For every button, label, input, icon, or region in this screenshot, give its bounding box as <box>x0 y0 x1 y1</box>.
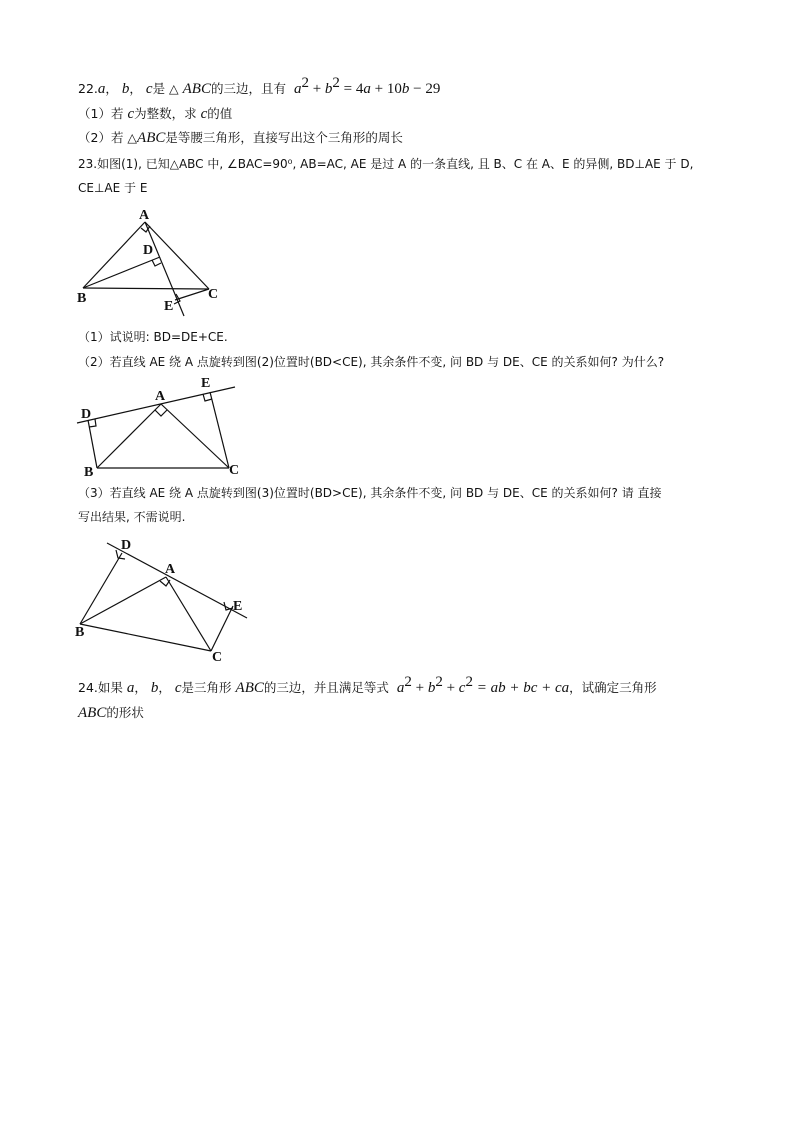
var-a: a <box>126 680 135 696</box>
eq-op: = 4 <box>339 81 364 97</box>
q23-part3-line1: （3）若直线 AE 绕 A 点旋转到图(3)位置时(BD>CE), 其余条件不变, 问 BD 与 DE、CE 的关系如何? 请 直接 <box>78 486 662 500</box>
segment-bc <box>80 624 211 651</box>
label-e: E <box>164 299 174 314</box>
stem-text: 是 △ <box>152 81 179 96</box>
q23-part2: （2）若直线 AE 绕 A 点旋转到图(2)位置时(BD<CE), 其余条件不变, 问 BD 与 DE、CE 的关系如何? 为什么? <box>78 355 665 369</box>
q24-equation <box>396 674 570 696</box>
label-a: A <box>165 562 176 577</box>
sep: ， <box>129 81 142 96</box>
label-d: D <box>143 243 154 258</box>
stem-text: ，试确定三角形 <box>569 680 657 695</box>
label-c: C <box>229 463 240 478</box>
segment-ce <box>211 606 233 651</box>
stem-text: 的三边，且有 <box>210 81 286 96</box>
eq-term: b <box>427 680 436 696</box>
label-b: B <box>75 625 85 640</box>
part-text: 是等腰三角形，直接写出这个三角形的周长 <box>165 130 403 145</box>
label-b: B <box>77 291 87 306</box>
q23-stem-line1: 23.如图(1), 已知△ABC 中, ∠BAC=90⁰, AB=AC, AE 是过 A 的一条直线, 且 B、C 在 A、E 的异侧, BD⊥AE 于 D, <box>78 157 694 171</box>
q24-number: 24.如果 <box>78 680 123 695</box>
var-b: b <box>150 680 159 696</box>
eq-term: a <box>363 81 371 97</box>
eq-op: − 29 <box>409 81 441 97</box>
label-e: E <box>201 376 211 391</box>
eq-op: + <box>442 680 459 696</box>
eq-rhs: = ab + bc + ca <box>472 680 570 696</box>
q24-stem-line2 <box>78 704 144 722</box>
eq-op: + <box>411 680 428 696</box>
eq-term: a <box>396 680 405 696</box>
stem-text: 是三角形 <box>181 680 232 695</box>
part-label: （1）若 <box>78 106 124 121</box>
exponent: 2 <box>465 674 473 690</box>
part-label: （2）若 △ <box>78 130 138 145</box>
label-d: D <box>121 538 132 553</box>
var-b: b <box>121 81 130 97</box>
line-de <box>107 543 247 618</box>
var-c: c <box>127 106 135 122</box>
label-d: D <box>81 407 92 422</box>
eq-op: + 10 <box>370 81 402 97</box>
q22-number: 22. <box>78 81 98 96</box>
part-text: 的值 <box>207 106 233 121</box>
var-c: c <box>145 81 153 97</box>
stem-text: 的三边，并且满足等式 <box>263 680 389 695</box>
triangle-abc: ABC <box>182 81 211 97</box>
segment-ab <box>80 577 166 624</box>
segment-ac <box>166 577 211 651</box>
label-e: E <box>233 599 243 614</box>
sep: ， <box>134 680 147 695</box>
exponent: 2 <box>332 75 340 91</box>
label-a: A <box>155 389 166 404</box>
sep: ， <box>105 81 118 96</box>
eq-term: a <box>293 81 302 97</box>
stem-text: 的形状 <box>106 705 144 720</box>
part-text: 为整数，求 <box>134 106 197 121</box>
eq-term: c <box>458 680 466 696</box>
triangle-abc: ABC <box>235 680 264 696</box>
q23-part1: （1）试说明: BD=DE+CE. <box>78 330 228 344</box>
var-c: c <box>174 680 182 696</box>
eq-op: + <box>308 81 325 97</box>
var-a: a <box>97 81 106 97</box>
q24-stem <box>78 674 657 697</box>
exponent: 2 <box>435 674 443 690</box>
exponent: 2 <box>301 75 309 91</box>
triangle-abc: ABC <box>137 130 166 146</box>
right-angle-e <box>224 602 233 610</box>
q23-part3-line2: 写出结果, 不需说明. <box>78 510 186 524</box>
label-c: C <box>208 287 219 302</box>
segment-bd <box>80 553 122 624</box>
label-c: C <box>212 650 223 665</box>
triangle-abc: ABC <box>78 705 107 721</box>
exponent: 2 <box>404 674 412 690</box>
q23-stem-line2: CE⊥AE 于 E <box>78 181 148 195</box>
sep: ， <box>158 680 171 695</box>
label-a: A <box>139 208 150 223</box>
label-b: B <box>84 465 94 480</box>
eq-term: b <box>324 81 333 97</box>
var-c: c <box>200 106 208 122</box>
eq-term: b <box>401 81 410 97</box>
